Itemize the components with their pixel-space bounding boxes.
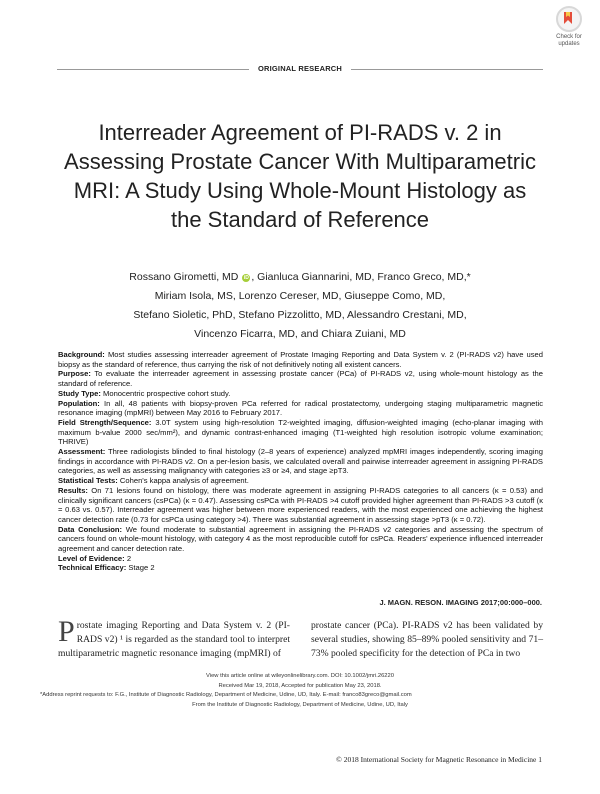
abstract-technical-efficacy: Technical Efficacy: Stage 2 [58,563,155,573]
received-note: Received Mar 19, 2018, Accepted for publication May 23, 2018. [218,682,382,689]
abstract-population: Population: In all, 48 patients with biopsy-proven PCa referred for radical prostatectomy, undergoing staging multiparametric magnetic resonance imaging (mpMRI) between May 2016 to February 2017. [58,398,543,418]
abstract-statistical-tests: Statistical Tests: Cohen's kappa analysis of agreement. [58,476,249,486]
check-for-updates-label: Check for updates [556,34,582,47]
drop-cap: P [58,615,75,648]
authors-line-3: Stefano Sioletic, PhD, Stefano Pizzolitto, MD, Alessandro Crestani, MD, [133,309,467,321]
body-column-right: prostate cancer (PCa). PI-RADS v2 has been validated by several studies, showing 85–89% pooled sensitivity and 71–73% pooled specificity for the detection of PCa in two [311,620,543,659]
abstract-data-conclusion: Data Conclusion: We found moderate to substantial agreement in assigning the PI-RADS v2 categories and assessing the spectrum of cancers found on whole-mount histology, with category 4 as the most reproducible cutoff for csPCa. Readers' experience influenced interreader agreement and cancer detection rate. [58,524,543,554]
orcid-icon[interactable]: iD [243,275,249,281]
author-list [72,268,528,344]
check-for-updates-badge[interactable] [549,6,589,52]
journal-citation: J. MAGN. RESON. IMAGING 2017;00:000–000. [379,598,542,607]
article-title: Interreader Agreement of PI-RADS v. 2 in Assessing Prostate Cancer With Multiparametric MRI: A Study Using Whole-Mount Histology as the Standard of Reference [64,120,536,232]
abstract-level-of-evidence: Level of Evidence: 2 [58,553,132,563]
abstract-assessment: Assessment: Three radiologists blinded to final histology (2–8 years of experience) analyzed mpMRI images independently, scoring imaging findings in accordance with PI-RADS v2. On a per-lesion basis, we calculated overall and pairwise interreader agreement in assigning PI-RADS categories, as well as assessing malignancy with categories ≥3 or ≥4, and stage ≥pT3. [58,447,543,476]
authors-line-4: Vincenzo Ficarra, MD, and Chiara Zuiani, MD [194,328,406,340]
reprint-note: *Address reprint requests to: F.G., Institute of Diagnostic Radiology, Department of Medicine, Udine, UD, Italy. E-mail: franco83greco@gmail.com [40,692,412,698]
online-doi-note[interactable]: View this article online at wileyonlinelibrary.com. DOI: 10.1002/jmri.26220 [206,673,394,679]
abstract-field-strength: Field Strength/Sequence: 3.0T system using high-resolution T2-weighted imaging, diffusion-weighted imaging (echo-planar imaging with maximum b-value 2000 sec/mm²), and dynamic contrast-enhanced imaging (T1-weighted high resolution isotropic volume examination; THRIVE) [58,417,544,447]
abstract-results: Results: On 71 lesions found on histology, there was moderate agreement in assigning PI-RADS categories to all cancers (κ = 0.53) and clinically significant cancers (csPCa) (κ = 0.47). Assessing csPCa with PI-RADS >4 cutoff provided higher agreement than PI-RADS >3 cutoff (κ = 0.63 vs. 0.57). Interreader agreement was higher between more experienced readers, with the most experienced one achieving the highest cancer detection rate (0.73 for csPCa using category >4). There was substantial agreement in assessing stage >pT3 (κ = 0.72). [58,485,543,524]
affiliation-note: From the Institute of Diagnostic Radiology, Department of Medicine, Udine, UD, Italy [192,701,408,708]
authors-line-1: , Gianluca Giannarini, MD, Franco Greco, MD,* [251,271,471,283]
footnotes [40,672,560,710]
body-text-left: rostate imaging Reporting and Data System v. 2 (PI-RADS v2) ¹ is regarded as the standard tool to interpret multiparametric magnetic resonance imaging (mpMRI) of [58,620,290,659]
bookmark-icon [556,6,582,32]
section-divider-right [351,69,543,70]
section-label: ORIGINAL RESEARCH [257,64,343,73]
abstract-purpose: Purpose: To evaluate the interreader agreement in assessing prostate cancer (PCa) of PI-RADS v2, using whole-mount histology as the standard of reference. [58,369,543,389]
page-footer: © 2018 International Society for Magnetic Resonance in Medicine 1 [336,755,542,764]
authors-line-2: Miriam Isola, MS, Lorenzo Cereser, MD, Giuseppe Como, MD, [154,290,446,302]
section-divider-left [57,69,249,70]
abstract-background: Background: Most studies assessing interreader agreement of Prostate Imaging Reporting and Data System v. 2 (PI-RADS v2) have used biopsy as the standard of reference, thus carrying the risk of not definitively noting all existent cancers. [58,350,543,369]
abstract [58,350,543,573]
body-column-left [58,615,290,661]
author-girometti: Rossano Girometti, MD [129,271,239,283]
abstract-study-type: Study Type: Monocentric prospective cohort study. [58,388,231,398]
